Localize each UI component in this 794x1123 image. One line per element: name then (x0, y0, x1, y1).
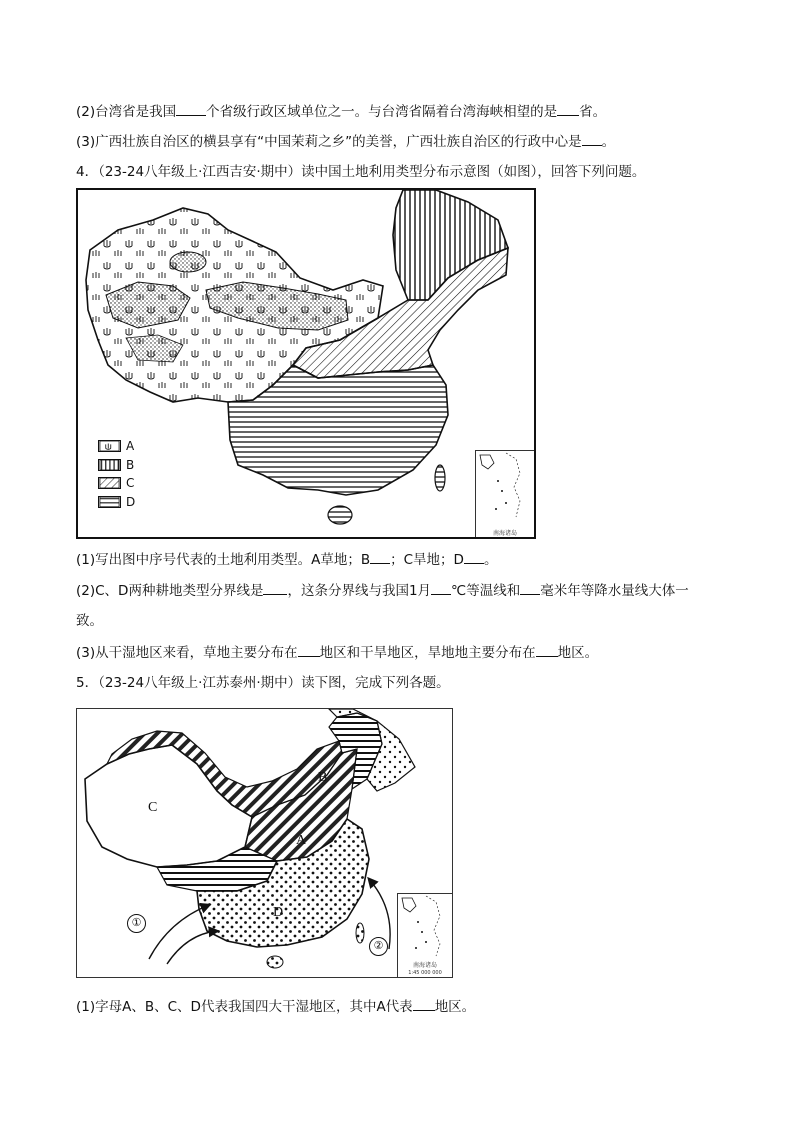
south-china-sea-inset (397, 893, 453, 978)
region-label-b: B (318, 770, 328, 785)
answer-blank[interactable] (298, 642, 320, 657)
inset-caption: 南海诸岛 (412, 962, 437, 969)
answer-blank[interactable] (557, 101, 579, 116)
legend-item-c: C (98, 475, 135, 491)
answer-blank[interactable] (263, 580, 287, 595)
inset-caption: 南海诸岛 (492, 530, 517, 537)
question-4-heading: 4．（23-24八年级上·江西吉安·期中）读中国土地利用类型分布示意图（如图），回答下列问题。 (76, 164, 646, 180)
grassland-symbol-icon (98, 440, 121, 452)
answer-blank[interactable] (413, 996, 435, 1011)
answer-blank[interactable] (176, 101, 206, 116)
answer-blank[interactable] (431, 580, 451, 595)
inset-map-graphic (476, 451, 534, 527)
question-5-heading: 5．（23-24八年级上·江苏泰州·期中）读下图，完成下列各题。 (76, 675, 450, 691)
answer-blank[interactable] (520, 580, 540, 595)
vertical-hatch-icon (98, 459, 121, 471)
region-label-d: D (273, 905, 284, 920)
answer-blank[interactable] (370, 549, 390, 564)
legend-item-d: D (98, 494, 135, 510)
land-use-map (76, 188, 536, 539)
region-label-c: C (148, 800, 158, 815)
question-4-part-2-cont: 致。 (76, 613, 103, 629)
question-3-part-2: (2)台湾省是我国 个省级行政区域单位之一。与台湾省隔着台湾海峡相望的是 省。 (76, 101, 606, 122)
south-china-sea-inset (475, 450, 535, 539)
answer-blank[interactable] (536, 642, 558, 657)
arrow-label-2: ② (369, 937, 388, 956)
legend-item-b: B (98, 457, 135, 473)
map-legend (98, 438, 135, 512)
china-land-use-map-graphic (78, 190, 534, 537)
question-4-part-1: (1)写出图中序号代表的土地利用类型。A草地；B ；C旱地；D 。 (76, 549, 497, 570)
arrow-label-1: ① (127, 914, 146, 933)
diagonal-hatch-icon (98, 477, 121, 489)
question-5-part-1: (1)字母A、B、C、D代表我国四大干湿地区，其中A代表 地区。 (76, 996, 475, 1017)
question-3-part-3: (3)广西壮族自治区的横县享有“中国茉莉之乡”的美誉，广西壮族自治区的行政中心是 。 (76, 131, 615, 152)
inset-scale: 1:45 000 000 (408, 970, 442, 976)
region-label-a: A (296, 833, 307, 848)
monsoon-arrow-1b (167, 931, 217, 964)
china-dry-wet-map-graphic (77, 709, 452, 977)
answer-blank[interactable] (464, 549, 484, 564)
question-4-part-3: (3)从干湿地区来看，草地主要分布在 地区和干旱地区，旱地地主要分布在 地区。 (76, 642, 598, 663)
question-4-part-2: (2)C、D两种耕地类型分界线是 ，这条分界线与我国1月 ℃等温线和 毫米年等降水量线大体一 (76, 580, 689, 601)
dry-wet-regions-map (76, 708, 453, 978)
legend-item-a: A (98, 438, 135, 454)
answer-blank[interactable] (582, 131, 602, 146)
horizontal-hatch-icon (98, 496, 121, 508)
inset-map-graphic (398, 894, 452, 962)
